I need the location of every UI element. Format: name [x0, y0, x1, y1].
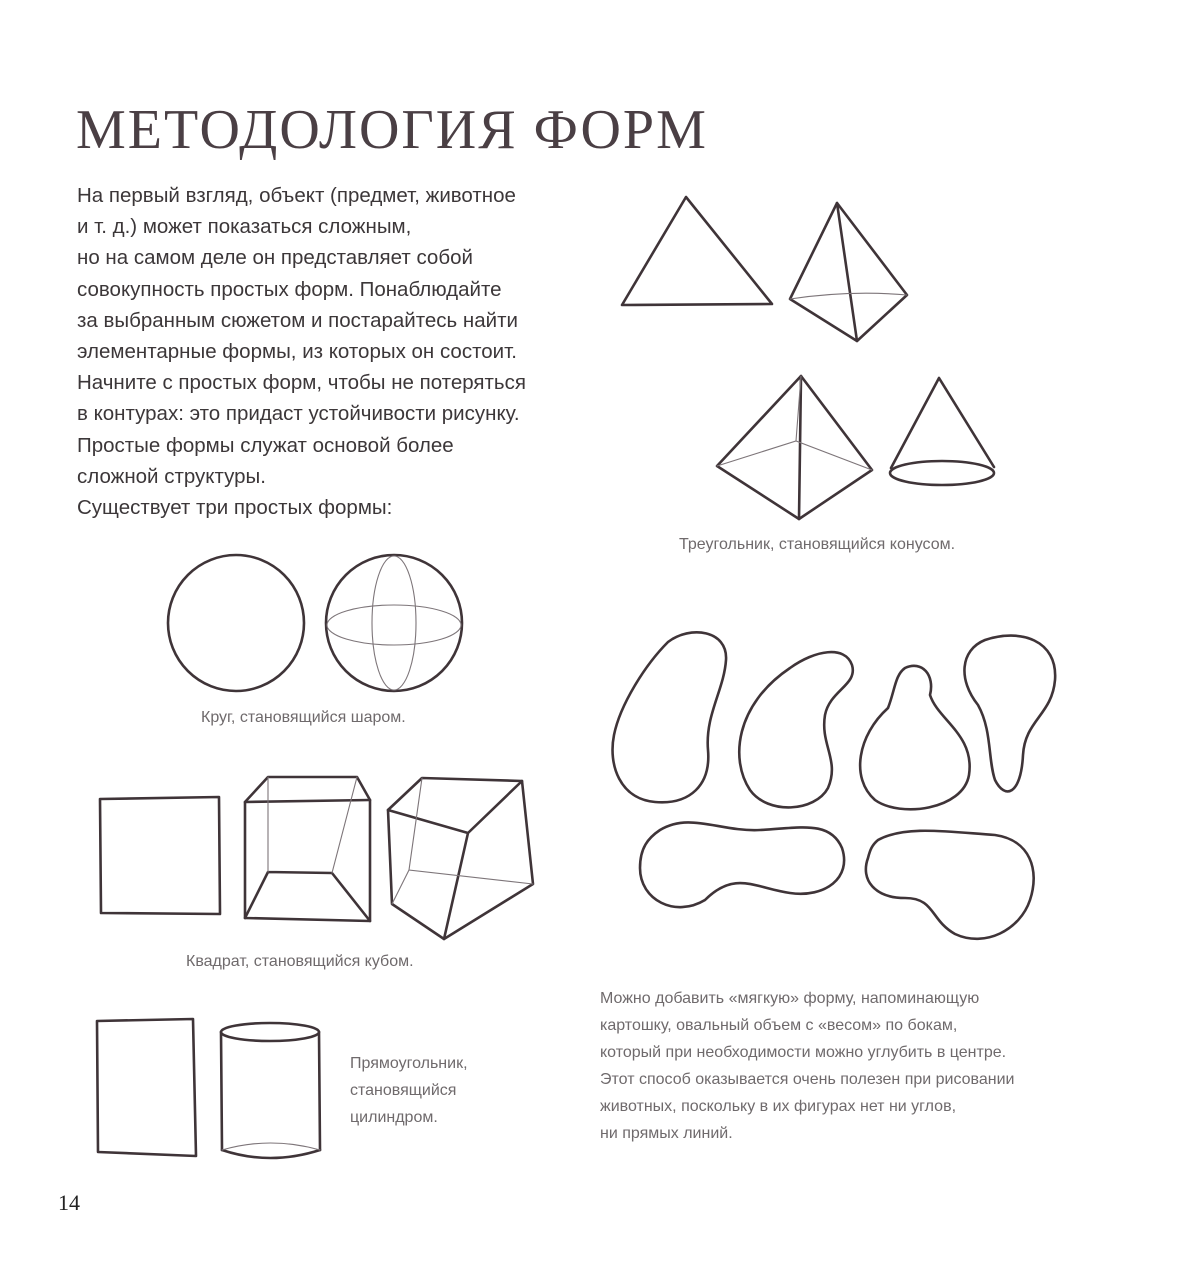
triangle-sketch	[622, 197, 772, 305]
intro-line: и т. д.) может показаться сложным,	[77, 215, 412, 239]
caption-rectangle-line: Прямоугольник,	[350, 1055, 468, 1072]
circle-sketch	[168, 555, 304, 691]
soft-shape-kidney	[739, 652, 853, 807]
soft-shape-potato	[866, 831, 1034, 939]
intro-line: сложной структуры.	[77, 464, 266, 488]
intro-line: в контурах: это придаст устойчивости рисунку.	[77, 402, 520, 426]
intro-line: элементарные формы, из которых он состоит.	[77, 340, 517, 364]
intro-line: Существует три простых формы:	[77, 496, 393, 520]
caption-soft-shapes	[600, 985, 1014, 1147]
page-title: МЕТОДОЛОГИЯ ФОРМ	[76, 99, 708, 161]
rectangle-sketch	[97, 1019, 196, 1156]
caption-rectangle-line: становящийся	[350, 1082, 457, 1099]
soft-shape-pear	[860, 666, 970, 809]
soft-shape-peanut	[640, 822, 844, 907]
caption-soft-line: Этот способ оказывается очень полезен при рисовании	[600, 1071, 1015, 1088]
caption-soft-line: ни прямых линий.	[600, 1125, 733, 1142]
caption-rectangle	[350, 1050, 468, 1131]
intro-line: На первый взгляд, объект (предмет, животное	[77, 184, 516, 207]
page-number: 14	[58, 1190, 80, 1215]
cone-sketch	[890, 378, 994, 485]
rotated-cube-sketch	[388, 778, 533, 939]
caption-triangle: Треугольник, становящийся конусом.	[679, 536, 956, 553]
cube-sketch	[245, 777, 370, 921]
intro-line: но на самом деле он представляет собой	[77, 246, 473, 270]
cylinder-sketch	[221, 1023, 320, 1158]
caption-soft-line: животных, поскольку в их фигурах нет ни углов,	[600, 1098, 957, 1115]
caption-soft-line: который при необходимости можно углубить в центре.	[600, 1044, 1007, 1061]
soft-shape-bulb	[964, 636, 1055, 792]
square-pyramid-sketch	[717, 376, 872, 519]
soft-shape-bean	[613, 632, 727, 802]
caption-square: Квадрат, становящийся кубом.	[186, 953, 414, 970]
sphere-sketch	[326, 555, 462, 691]
intro-line: Простые формы служат основой более	[77, 433, 454, 457]
square-sketch	[100, 797, 220, 914]
triangular-pyramid-sketch	[790, 203, 907, 341]
caption-soft-line: картошку, овальный объем с «весом» по бокам,	[600, 1017, 958, 1034]
intro-line: Начните с простых форм, чтобы не потеряться	[77, 371, 526, 395]
intro-line: совокупность простых форм. Понаблюдайте	[77, 277, 502, 301]
caption-rectangle-line: цилиндром.	[350, 1109, 438, 1126]
caption-circle: Круг, становящийся шаром.	[201, 709, 406, 726]
caption-soft-line: Можно добавить «мягкую» форму, напоминающую	[600, 990, 980, 1007]
intro-line: за выбранным сюжетом и постарайтесь найти	[77, 308, 518, 332]
